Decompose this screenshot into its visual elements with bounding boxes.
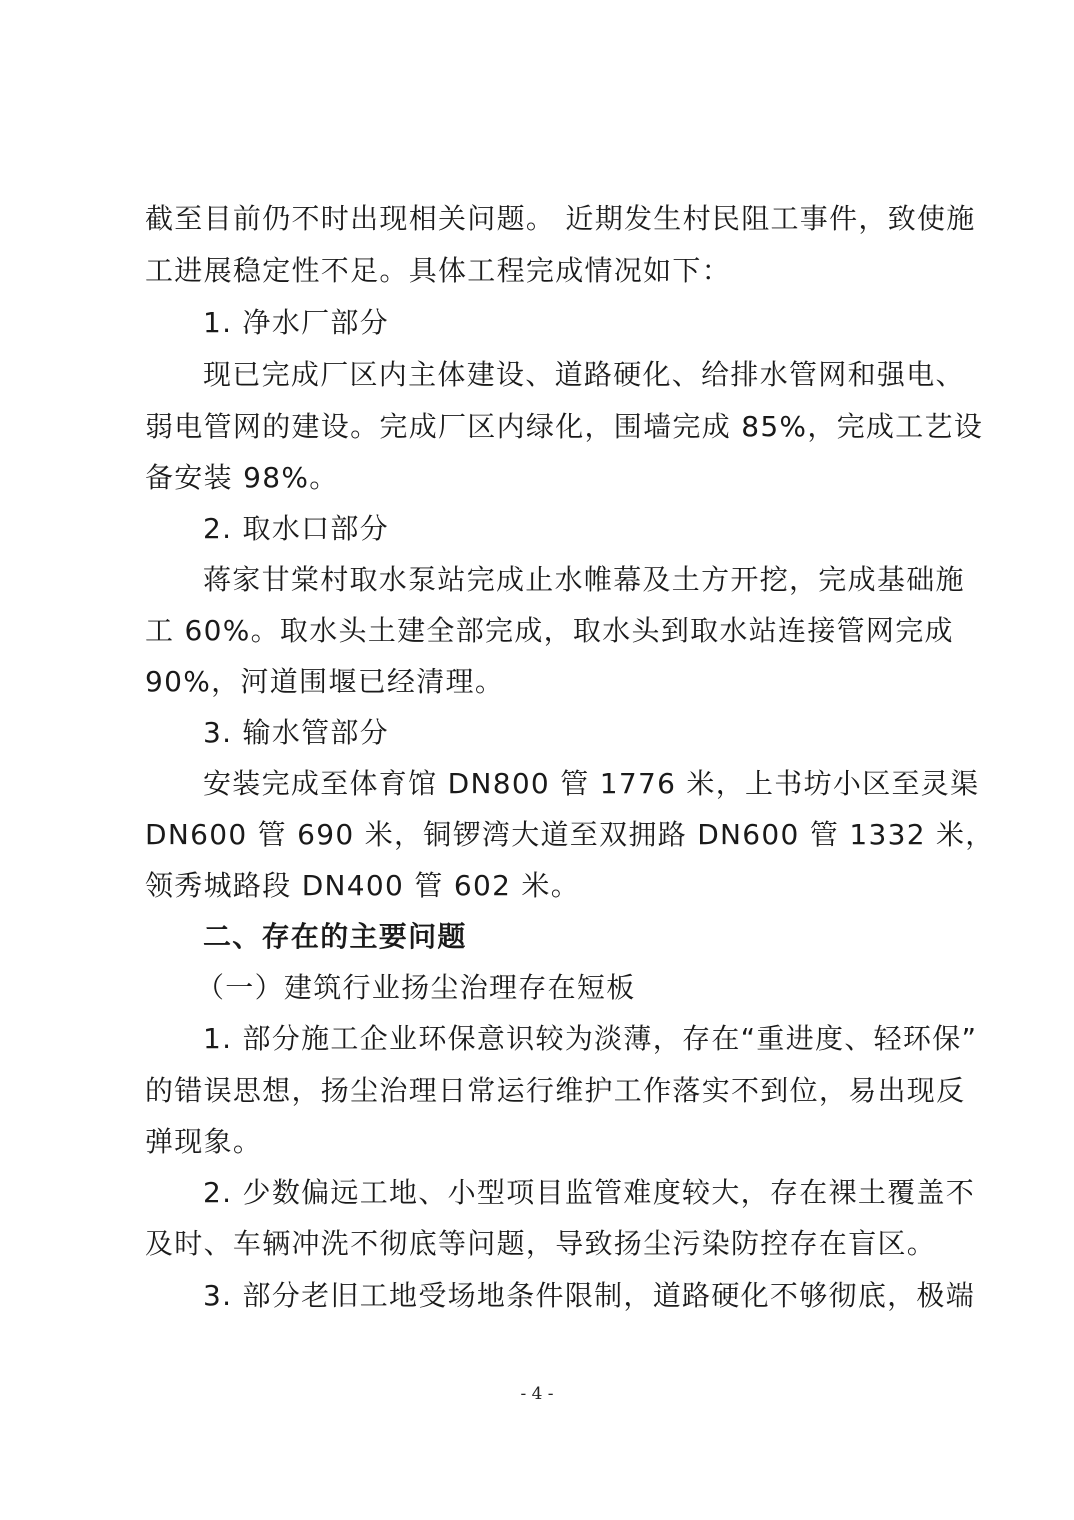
body-text-line: 弱电管网的建设。完成厂区内绿化，围墙完成 85%，完成工艺设 — [145, 410, 984, 443]
body-text-line: 备安装 98%。 — [145, 461, 339, 494]
body-text-line: 及时、车辆冲洗不彻底等问题，导致扬尘污染防控存在盲区。 — [145, 1227, 937, 1260]
body-text-line: 的错误思想，扬尘治理日常运行维护工作落实不到位，易出现反 — [145, 1074, 966, 1107]
body-text-line: 90%，河道围堰已经清理。 — [145, 665, 505, 698]
subsection-heading-dust-control: （一）建筑行业扬尘治理存在短板 — [196, 971, 636, 1004]
body-text-line: 1. 部分施工企业环保意识较为淡薄，存在“重进度、轻环保” — [203, 1022, 978, 1055]
page-number: - 4 - — [520, 1384, 554, 1404]
body-text-line: 安装完成至体育馆 DN800 管 1776 米，上书坊小区至灵渠 — [203, 767, 980, 800]
body-text-line: 截至目前仍不时出现相关问题。 近期发生村民阻工事件，致使施 — [145, 202, 976, 235]
body-text-line: 2. 少数偏远工地、小型项目监管难度较大，存在裸土覆盖不 — [203, 1176, 976, 1209]
chapter-heading-main-problems: 二、存在的主要问题 — [203, 920, 467, 953]
section-heading-water-pipe: 3. 输水管部分 — [203, 716, 390, 749]
section-heading-water-intake: 2. 取水口部分 — [203, 512, 390, 545]
body-text-line: 弹现象。 — [145, 1125, 263, 1158]
section-heading-water-plant: 1. 净水厂部分 — [203, 306, 390, 339]
body-text-line: 工进展稳定性不足。具体工程完成情况如下： — [145, 254, 732, 287]
body-text-line: 蒋家甘棠村取水泵站完成止水帷幕及土方开挖，完成基础施 — [203, 563, 965, 596]
body-text-line: 现已完成厂区内主体建设、道路硬化、给排水管网和强电、 — [203, 358, 965, 391]
body-text-line: 3. 部分老旧工地受场地条件限制，道路硬化不够彻底，极端 — [203, 1279, 976, 1312]
body-text-line: DN600 管 690 米，铜锣湾大道至双拥路 DN600 管 1332 米， — [145, 818, 995, 851]
body-text-line: 工 60%。取水头土建全部完成，取水头到取水站连接管网完成 — [145, 614, 954, 647]
body-text-line: 领秀城路段 DN400 管 602 米。 — [145, 869, 580, 902]
